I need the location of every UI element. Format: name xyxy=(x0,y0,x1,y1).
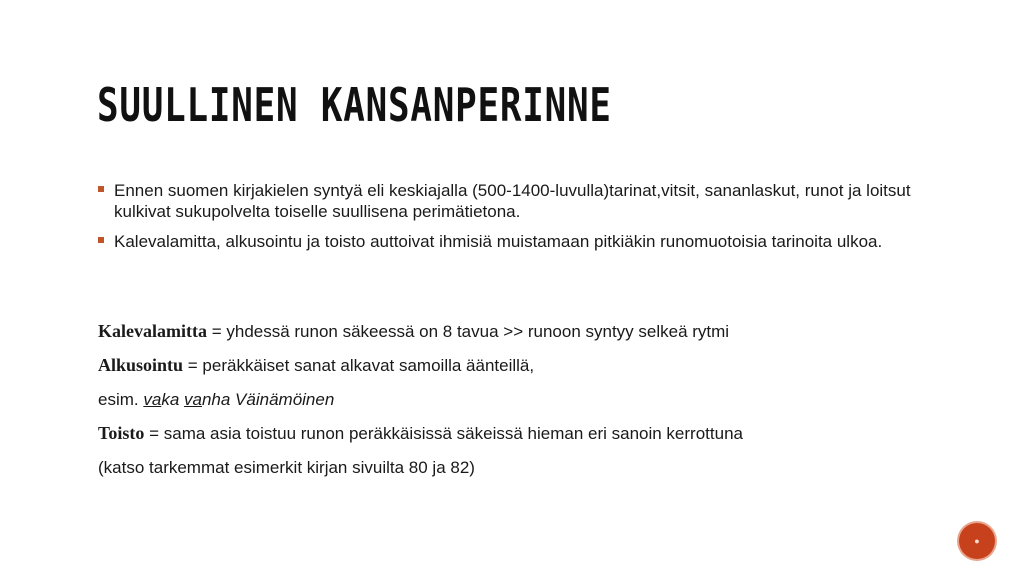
definition-alkusointu xyxy=(98,355,938,376)
reference-note: (katso tarkemmat esimerkit kirjan sivuilta 80 ja 82) xyxy=(98,458,475,477)
example-rest: nha Väinämöinen xyxy=(201,390,335,409)
slide-number-button[interactable] xyxy=(959,523,995,559)
example-underlined-syllable: va xyxy=(184,390,202,409)
bullet-item xyxy=(98,180,938,222)
bullet-item xyxy=(98,231,938,252)
term-alkusointu: Alkusointu xyxy=(98,355,184,375)
slide-top-band xyxy=(0,0,1024,12)
definition-text: = yhdessä runon säkeessä on 8 tavua >> runoon syntyy selkeä rytmi xyxy=(206,322,730,341)
term-kalevalamitta: Kalevalamitta xyxy=(98,321,207,341)
definition-toisto xyxy=(98,423,938,444)
definition-kalevalamitta xyxy=(98,321,938,342)
square-bullet-icon xyxy=(98,186,104,192)
slide-title: SUULLINEN KANSANPERINNE xyxy=(97,78,612,132)
example-line xyxy=(98,389,938,410)
bullet-text: Kalevalamitta, alkusointu ja toisto auttoivat ihmisiä muistamaan pitkiäkin runomuotoisia tarinoita ulkoa. xyxy=(114,232,883,251)
bullet-text: Ennen suomen kirjakielen syntyä eli keskiajalla (500-1400-luvulla)tarinat,vitsit, sananlaskut, runot ja loitsut kulkivat sukupolvelta toiselle suullisena perimätietona. xyxy=(114,181,911,221)
definition-text: = sama asia toistuu runon peräkkäisissä säkeissä hieman eri sanoin kerrottuna xyxy=(144,424,743,443)
example-prefix: esim. xyxy=(98,390,144,409)
square-bullet-icon xyxy=(98,237,104,243)
definition-text: = peräkkäiset sanat alkavat samoilla äänteillä, xyxy=(183,356,535,375)
example-rest: ka xyxy=(161,390,184,409)
definitions-block xyxy=(98,321,938,491)
slide-number-icon: ● xyxy=(974,536,980,546)
term-toisto: Toisto xyxy=(98,423,145,443)
example-underlined-syllable: va xyxy=(143,390,162,409)
bullet-list xyxy=(98,180,938,261)
